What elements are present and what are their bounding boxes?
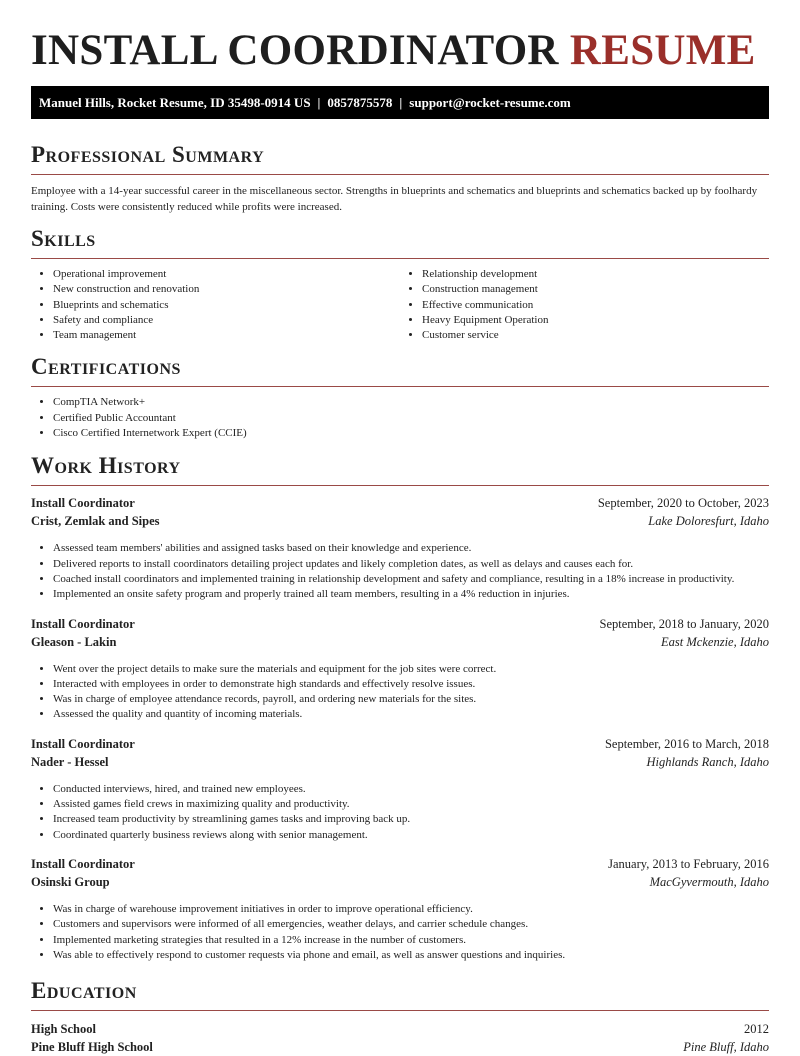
skill-item: • Blueprints and schematics <box>53 298 400 313</box>
job-dates: September, 2020 to October, 2023 <box>597 496 769 511</box>
section-heading: Work History <box>31 453 181 479</box>
job-title: Install Coordinator <box>31 736 135 751</box>
job-bullet: • Coached install coordinators and implemented training in relationship development and safety and compliance, resulting in a 18% increase in productivity. <box>53 572 769 587</box>
degree: High School <box>31 1022 96 1037</box>
job-entry <box>31 855 769 963</box>
job-dates: September, 2018 to January, 2020 <box>599 616 769 631</box>
summary-text: Employee with a 14-year successful career in the miscellaneous sector. Strengths in blueprints and schematics and blueprints and schematics backed up by foolhardy training. Costs were consistently reduced while profits were increased. <box>31 185 758 213</box>
job-bullet: • Assessed the quality and quantity of incoming materials. <box>53 707 769 722</box>
section-heading: Education <box>31 978 137 1004</box>
resume-page <box>31 26 769 1056</box>
skill-item: • New construction and renovation <box>53 282 400 297</box>
job-dates: January, 2013 to February, 2016 <box>608 856 769 871</box>
separator: | <box>317 95 321 110</box>
job-location: East Mckenzie, Idaho <box>661 634 769 649</box>
section-heading: Skills <box>31 226 96 251</box>
contact-bar <box>31 86 769 119</box>
job-bullet: • Increased team productivity by streamlining games tasks and improving back up. <box>53 812 769 827</box>
job-bullet: • Interacted with employees in order to demonstrate high standards and effectively resolve issues. <box>53 677 769 692</box>
job-bullet: • Customers and supervisors were informed of all emergencies, weather delays, and carrier schedule changes. <box>53 917 769 932</box>
job-title: Install Coordinator <box>31 496 135 511</box>
job-bullets <box>31 782 769 843</box>
company-name: Osinski Group <box>31 874 110 889</box>
contact-phone: 0857875578 <box>327 95 393 110</box>
company-name: Gleason - Lakin <box>31 634 117 649</box>
divider <box>31 1010 769 1011</box>
company-name: Nader - Hessel <box>31 754 109 769</box>
divider <box>31 485 769 486</box>
divider <box>31 386 769 387</box>
skill-item: • Relationship development <box>422 267 769 282</box>
skill-item: • Team management <box>53 328 400 343</box>
skills-section <box>31 225 769 343</box>
job-location: Highlands Ranch, Idaho <box>646 754 769 769</box>
skill-item: • Construction management <box>422 282 769 297</box>
section-heading: Professional Summary <box>31 142 265 167</box>
job-bullet: • Went over the project details to make sure the materials and equipment for the job sites were correct. <box>53 662 769 677</box>
certifications-section <box>31 353 769 441</box>
contact-address: Manuel Hills, Rocket Resume, ID 35498-0914 US <box>39 95 311 110</box>
job-bullet: • Assessed team members' abilities and assigned tasks based on their knowledge and experience. <box>53 541 769 556</box>
job-bullet: • Delivered reports to install coordinators detailing project updates and likely completion dates, as well as delays and causes each for. <box>53 557 769 572</box>
skill-item: • Customer service <box>422 328 769 343</box>
certification-item: • Cisco Certified Internetwork Expert (CCIE) <box>53 426 769 441</box>
skill-item: • Effective communication <box>422 298 769 313</box>
title-main: INSTALL COORDINATOR <box>31 27 559 74</box>
job-bullet: • Implemented an onsite safety program and properly trained all team members, resulting in a 4% reduction in injuries. <box>53 587 769 602</box>
contact-email[interactable]: support@rocket-resume.com <box>409 95 571 110</box>
school-name: Pine Bluff High School <box>31 1040 153 1055</box>
certification-item: • Certified Public Accountant <box>53 411 769 426</box>
certifications-list <box>31 395 769 441</box>
job-entry <box>31 615 769 723</box>
skill-item: • Safety and compliance <box>53 313 400 328</box>
job-bullets <box>31 662 769 723</box>
education-section <box>31 977 769 1056</box>
job-entry <box>31 494 769 602</box>
job-bullet: • Implemented marketing strategies that resulted in a 12% increase in the number of customers. <box>53 933 769 948</box>
job-bullet: • Was able to effectively respond to customer requests via phone and email, as well as answer questions and inquiries. <box>53 948 769 963</box>
resume-title <box>31 26 769 76</box>
school-location: Pine Bluff, Idaho <box>683 1040 769 1055</box>
job-bullet: • Was in charge of employee attendance records, payroll, and ordering new materials for the sites. <box>53 692 769 707</box>
job-bullet: • Conducted interviews, hired, and trained new employees. <box>53 782 769 797</box>
separator: | <box>399 95 403 110</box>
skill-item: • Operational improvement <box>53 267 400 282</box>
skills-list-right <box>400 267 769 343</box>
job-title: Install Coordinator <box>31 856 135 871</box>
job-bullets <box>31 541 769 602</box>
job-entry <box>31 735 769 843</box>
education-year: 2012 <box>744 1022 769 1037</box>
job-dates: September, 2016 to March, 2018 <box>604 736 769 751</box>
job-bullet: • Was in charge of warehouse improvement initiatives in order to improve operational efficiency. <box>53 902 769 917</box>
job-location: Lake Doloresfurt, Idaho <box>648 514 769 529</box>
work-history-section <box>31 452 769 963</box>
education-entry <box>31 1020 769 1056</box>
job-location: MacGyvermouth, Idaho <box>649 874 769 889</box>
certification-item: • CompTIA Network+ <box>53 395 769 410</box>
skills-list-left <box>31 267 400 343</box>
divider <box>31 174 769 175</box>
job-bullet: • Coordinated quarterly business reviews along with senior management. <box>53 828 769 843</box>
company-name: Crist, Zemlak and Sipes <box>31 514 160 529</box>
job-bullet: • Assisted games field crews in maximizing quality and productivity. <box>53 797 769 812</box>
job-title: Install Coordinator <box>31 616 135 631</box>
section-heading: Certifications <box>31 354 181 380</box>
title-accent: RESUME <box>569 27 756 74</box>
skill-item: • Heavy Equipment Operation <box>422 313 769 328</box>
summary-section <box>31 141 769 215</box>
job-bullets <box>31 902 769 963</box>
